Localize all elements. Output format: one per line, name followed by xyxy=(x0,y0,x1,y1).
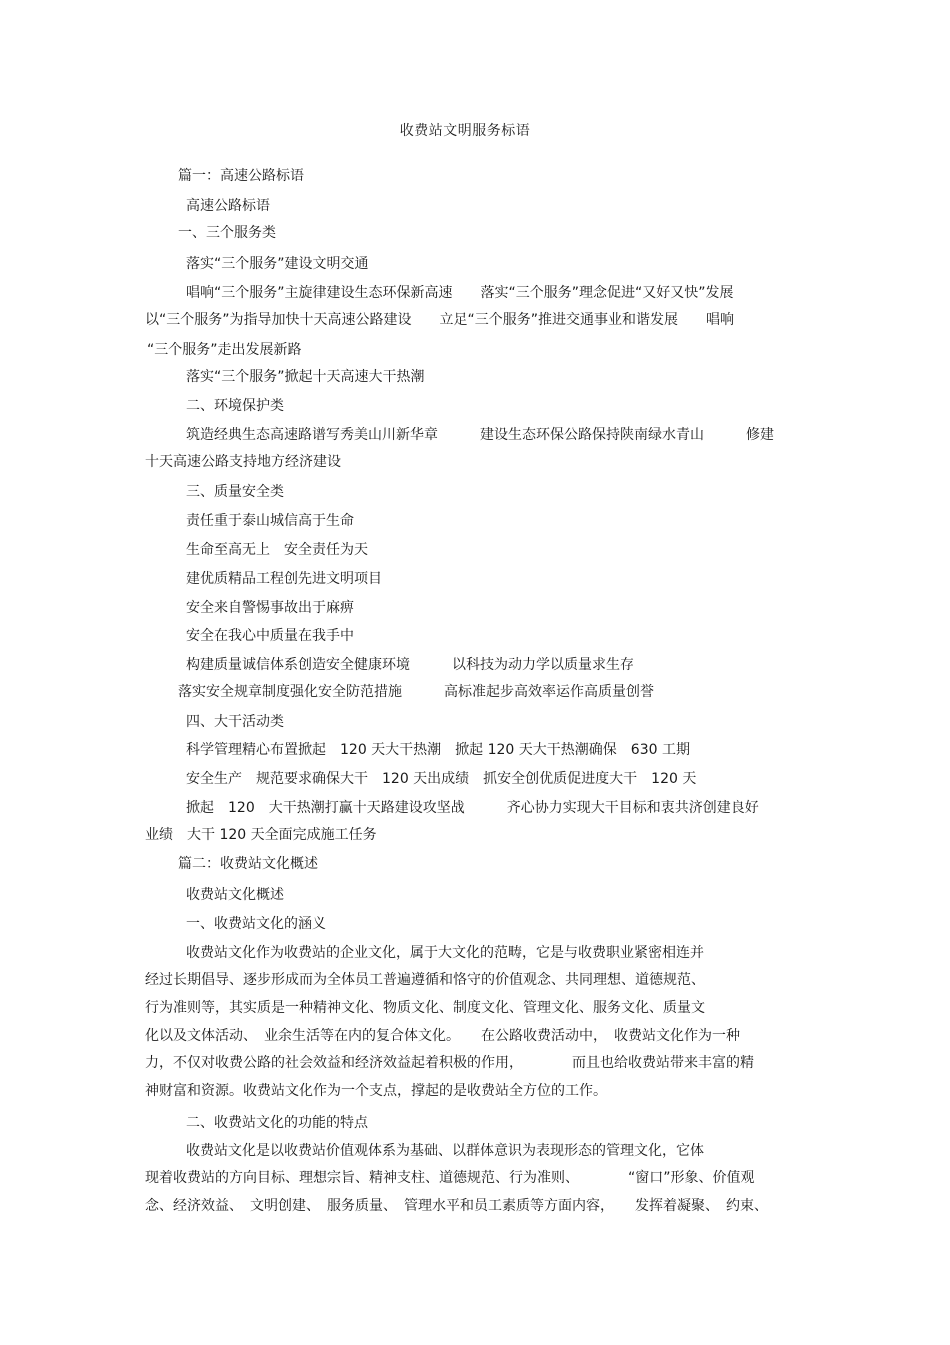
category-heading: 二、收费站文化的功能的特点 xyxy=(186,1115,368,1131)
body-line: 行为准则等，其实质是一种精神文化、物质文化、制度文化、管理文化、服务文化、质量文 xyxy=(145,1000,705,1016)
slogan-line: 建优质精品工程创先进文明项目 xyxy=(186,571,382,587)
category-heading: 三、质量安全类 xyxy=(186,484,284,500)
slogan-line: 安全来自警惕事故出于麻痹 xyxy=(186,600,354,616)
slogan-line: 责任重于泰山城信高于生命 xyxy=(186,513,354,529)
slogan-line: 落实安全规章制度强化安全防范措施 高标准起步高效率运作高质量创誉 xyxy=(178,684,654,700)
body-line: 收费站文化是以收费站价值观体系为基础、以群体意识为表现形态的管理文化，它体 xyxy=(186,1143,704,1159)
slogan-line: 安全在我心中质量在我手中 xyxy=(186,628,354,644)
body-line: 收费站文化作为收费站的企业文化，属于大文化的范畴，它是与收费职业紧密相连并 xyxy=(186,945,704,961)
body-line: 现着收费站的方向目标、理想宗旨、精神支柱、道德规范、行为准则、 “窗口”形象、价值观 xyxy=(145,1170,755,1186)
body-line: 力，不仅对收费公路的社会效益和经济效益起着积极的作用， 而且也给收费站带来丰富的精 xyxy=(145,1055,754,1071)
category-heading: 四、大干活动类 xyxy=(186,714,284,730)
category-heading: 一、三个服务类 xyxy=(178,225,276,241)
category-heading: 二、环境保护类 xyxy=(186,398,284,414)
body-line: 神财富和资源。收费站文化作为一个支点，撑起的是收费站全方位的工作。 xyxy=(145,1083,607,1099)
slogan-line: 落实“三个服务”建设文明交通 xyxy=(186,256,369,272)
slogan-line: 十天高速公路支持地方经济建设 xyxy=(145,454,341,470)
subtitle: 高速公路标语 xyxy=(186,198,270,214)
slogan-line: 唱响“三个服务”主旋律建设生态环保新高速 落实“三个服务”理念促进“又好又快”发展 xyxy=(186,285,734,301)
body-line: 经过长期倡导、逐步形成而为全体员工普遍遵循和恪守的价值观念、共同理想、道德规范、 xyxy=(145,972,705,988)
slogan-line: 掀起 120 大干热潮打赢十天路建设攻坚战 齐心协力实现大干目标和衷共济创建良好 xyxy=(186,800,759,816)
slogan-line: 构建质量诚信体系创造安全健康环境 以科技为动力学以质量求生存 xyxy=(186,657,634,673)
section-heading: 篇一：高速公路标语 xyxy=(178,168,304,184)
slogan-line: 落实“三个服务”掀起十天高速大干热潮 xyxy=(186,369,425,385)
slogan-line: 生命至高无上 安全责任为天 xyxy=(186,542,368,558)
section-heading: 篇二：收费站文化概述 xyxy=(178,856,318,872)
slogan-line: “三个服务”走出发展新路 xyxy=(147,342,302,358)
category-heading: 一、收费站文化的涵义 xyxy=(186,916,326,932)
slogan-line: 业绩 大干 120 天全面完成施工任务 xyxy=(145,827,377,843)
subtitle: 收费站文化概述 xyxy=(186,887,284,903)
body-line: 化以及文体活动、 业余生活等在内的复合体文化。 在公路收费活动中， 收费站文化作为一种 xyxy=(145,1028,740,1044)
slogan-line: 科学管理精心布置掀起 120 天大干热潮 掀起 120 天大干热潮确保 630 工期 xyxy=(186,742,690,758)
body-line: 念、经济效益、 文明创建、 服务质量、 管理水平和员工素质等方面内容， 发挥着凝聚、 约束、 xyxy=(145,1198,768,1214)
document-title: 收费站文明服务标语 xyxy=(399,123,531,139)
slogan-line: 安全生产 规范要求确保大干 120 天出成绩 抓安全创优质促进度大干 120 天 xyxy=(186,771,697,787)
slogan-line: 以“三个服务”为指导加快十天高速公路建设 立足“三个服务”推进交通事业和谐发展 唱响 xyxy=(145,312,735,328)
slogan-line: 筑造经典生态高速路谱写秀美山川新华章 建设生态环保公路保持陕南绿水青山 修建 xyxy=(186,427,774,443)
